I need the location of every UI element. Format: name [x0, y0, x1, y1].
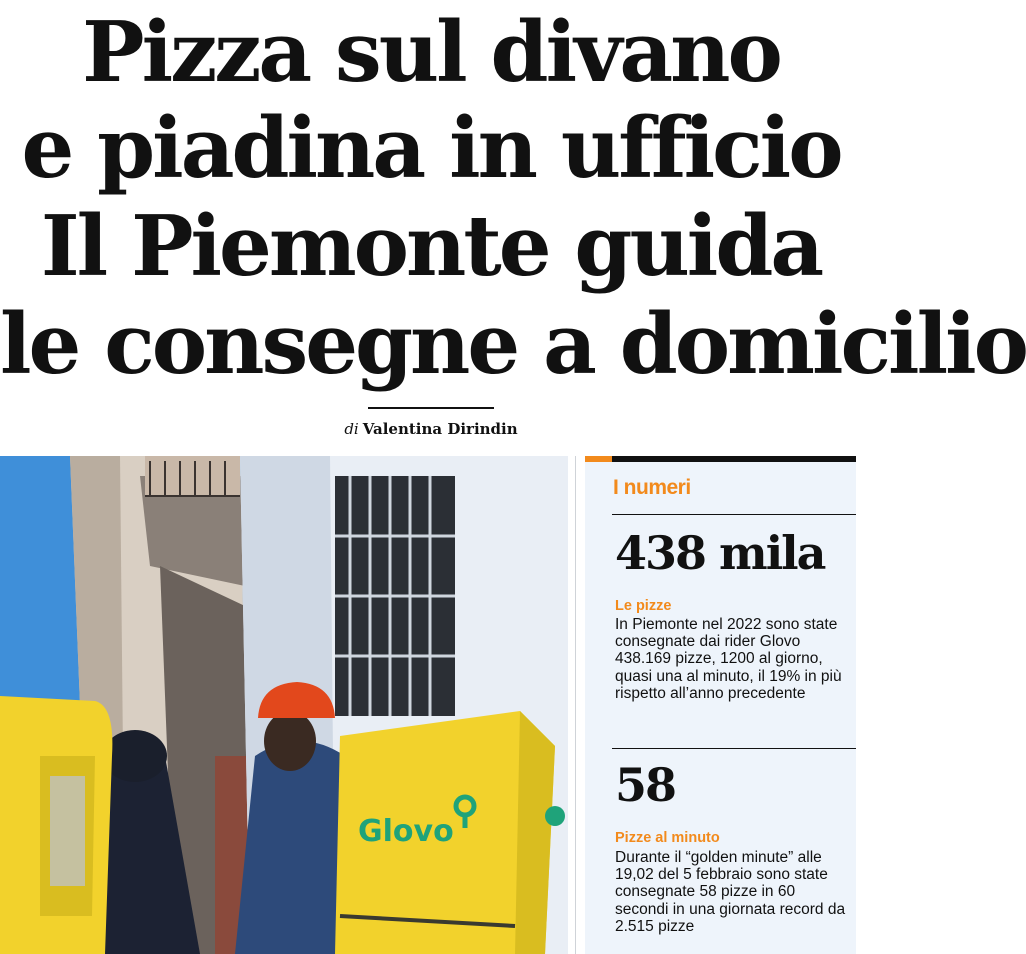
- glovo-logo: Glovo: [358, 814, 454, 849]
- article-photo: [0, 456, 568, 954]
- stat-value-pizze: 438 mila: [615, 526, 825, 580]
- column-divider: [575, 456, 576, 954]
- stat-text-minuto: Durante il “golden minute” alle 19,02 del 5 febbraio sono state consegnate 58 pizze in 60 secondi in una giornata record da 2.515 pizze: [615, 849, 846, 935]
- sidebar-rule: [612, 514, 856, 515]
- byline-prefix: di: [344, 420, 359, 438]
- headline-line-4: le consegne a domicilio: [0, 295, 1026, 393]
- byline: [0, 420, 862, 438]
- stat-label-pizze: Le pizze: [615, 598, 672, 614]
- stat-text-pizze: In Piemonte nel 2022 sono state consegnate dai rider Glovo 438.169 pizze, 1200 al giorno, quasi una al minuto, il 19% in più rispetto all’anno precedente: [615, 616, 842, 702]
- numbers-sidebar: [585, 456, 856, 954]
- headline-line-1: Pizza sul divano: [82, 3, 780, 101]
- headline-line-3: Il Piemonte guida: [40, 197, 822, 295]
- sidebar-accent-bar: [585, 456, 612, 462]
- byline-author: Valentina Dirindin: [362, 420, 518, 438]
- sidebar-title: I numeri: [613, 476, 691, 499]
- headline-line-2: e piadina in ufficio: [21, 99, 841, 197]
- stat-value-minuto: 58: [615, 758, 676, 812]
- stat-label-minuto: Pizze al minuto: [615, 830, 720, 846]
- sidebar-top-bar: [612, 456, 856, 462]
- byline-rule: [368, 407, 494, 409]
- sidebar-rule: [612, 748, 856, 749]
